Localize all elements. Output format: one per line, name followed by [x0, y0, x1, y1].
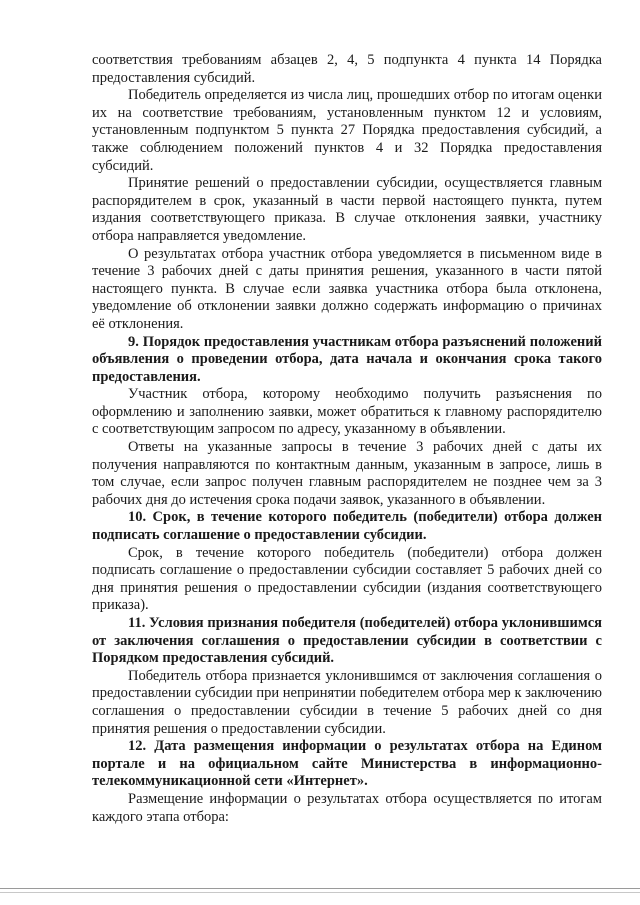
paragraph-results-publication: Размещение информации о результатах отбора осуществляется по итогам каждого этапа отбора: [92, 790, 602, 825]
paragraph-requirements-continuation: соответствия требованиям абзацев 2, 4, 5 подпункта 4 пункта 14 Порядка предоставления субсидий. [92, 52, 602, 86]
section-heading-10: 10. Срок, в течение которого победитель (победители) отбора должен подписать соглашение о предоставлении субсидии. [92, 509, 602, 544]
section-heading-11: 11. Условия признания победителя (победителей) отбора уклонившимся от заключения соглашения о предоставлении субсидии в соответствии с Порядком предоставления субсидий. [92, 615, 602, 667]
section-heading-9: 9. Порядок предоставления участникам отбора разъяснений положений объявления о проведении отбора, дата начала и окончания срока такого предоставления. [92, 333, 602, 385]
paragraph-clarification-response: Ответы на указанные запросы в течение 3 рабочих дней с даты их получения направляются по контактным данным, указанным в запросе, лишь в том случае, если запрос получен главным распорядителем не позднее чем за 3 рабочих дня до истечения срока подачи заявок, указанного в объявлении. [92, 439, 602, 508]
paragraph-winner-determination: Победитель определяется из числа лиц, прошедших отбор по итогам оценки их на соответствие требованиям, установленным пунктом 12 и условиям, установленным подпунктом 5 пункта 27 Порядка предоставления субсидий, а также соблюдением положений пунктов 4 и 32 Порядка предоставления субсидий. [92, 87, 602, 174]
paragraph-signing-term: Срок, в течение которого победитель (победители) отбора должен подписать соглашение о предоставлении субсидии составляет 5 рабочих дней со дня принятия решения о предоставлении субсидии (издания соответствующего приказа). [92, 544, 602, 614]
section-heading-12: 12. Дата размещения информации о результатах отбора на Едином портале и на официальном сайте Министерства в информационно-телекоммуникационной сети «Интернет». [92, 738, 602, 790]
paragraph-clarification-request: Участник отбора, которому необходимо получить разъяснения по оформлению и заполнению заявки, может обратиться к главному распорядителю с соответствующим запросом по адресу, указанному в объявлении. [92, 386, 602, 438]
page-bottom-rule [0, 888, 640, 889]
paragraph-decision-making: Принятие решений о предоставлении субсидии, осуществляется главным распорядителем в срок, указанный в части первой настоящего пункта, путем издания соответствующего приказа. В случае отклонения заявки, участнику отбора направляется уведомление. [92, 175, 602, 244]
paragraph-evasion-conditions: Победитель отбора признается уклонившимся от заключения соглашения о предоставлении субсидии при непринятии победителем отбора мер к заключению соглашения о предоставлении субсидии в течение 5 рабочих дней со дня принятия решения о предоставлении субсидии. [92, 667, 602, 737]
page-bottom-rule-secondary [0, 892, 640, 893]
paragraph-notification: О результатах отбора участник отбора уведомляется в письменном виде в течение 3 рабочих дней с даты принятия решения, указанного в части пятой настоящего пункта. В случае если заявка участника отбора была отклонена, уведомление об отклонении заявки должно содержать информацию о причинах её отклонения. [92, 245, 602, 332]
